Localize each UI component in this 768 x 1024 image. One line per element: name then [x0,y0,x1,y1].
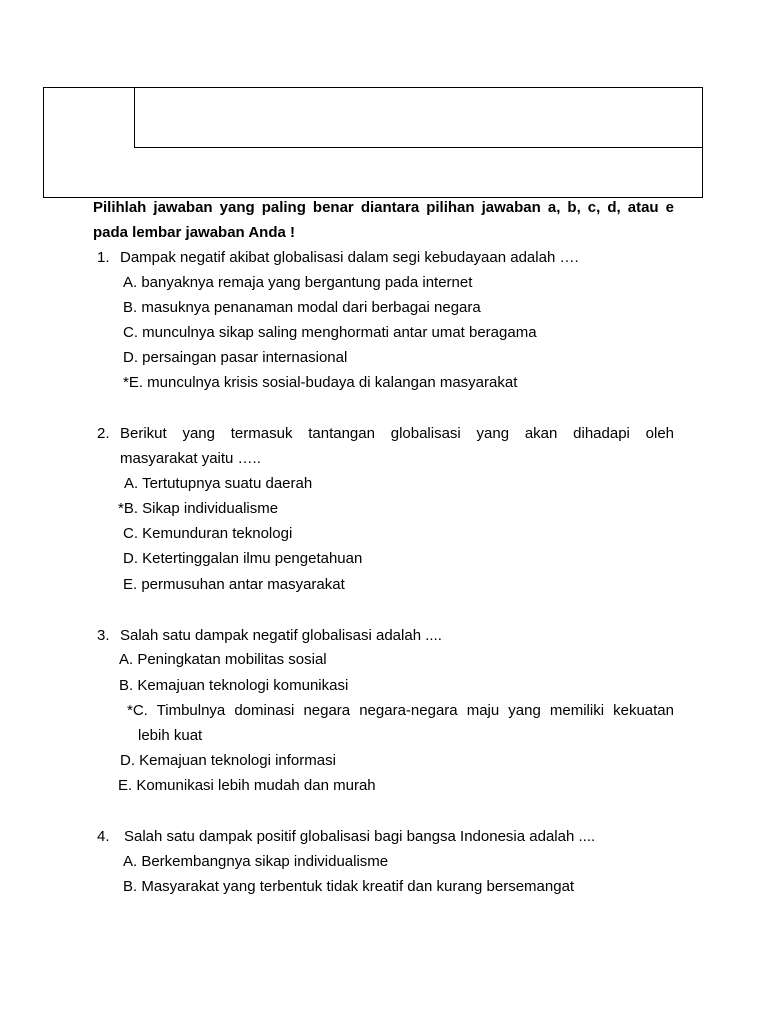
option-item: D. persaingan pasar internasional [123,349,348,366]
question-text: Salah satu dampak negatif globalisasi adalah .... [120,627,442,644]
question-text-line-2: masyarakat yaitu ….. [120,450,261,467]
option-item: B. masuknya penanaman modal dari berbagai negara [123,299,481,316]
option-item: C. munculnya sikap saling menghormati antar umat beragama [123,324,537,341]
option-item: A. Berkembangnya sikap individualisme [123,853,389,870]
question-number: 2. [97,425,110,442]
option-item-answer: *B. Sikap individualisme [118,500,279,517]
header-table [43,87,703,198]
option-item: A. banyaknya remaja yang bergantung pada internet [123,274,473,291]
option-item: D. Kemajuan teknologi informasi [120,752,336,769]
header-column-divider [134,88,135,148]
option-item-continuation: lebih kuat [138,727,203,744]
option-item: A. Peningkatan mobilitas sosial [119,651,327,668]
option-item: B. Kemajuan teknologi komunikasi [119,677,349,694]
option-item-answer: *C. Timbulnya dominasi negara negara-negara maju yang memiliki kekuatan [127,702,674,719]
option-item: C. Kemunduran teknologi [123,525,293,542]
option-item: D. Ketertinggalan ilmu pengetahuan [123,550,363,567]
option-item: B. Masyarakat yang terbentuk tidak kreatif dan kurang bersemangat [123,878,575,895]
option-item-answer: *E. munculnya krisis sosial-budaya di kalangan masyarakat [123,374,518,391]
question-number: 1. [97,249,110,266]
header-row-divider [134,147,702,148]
instruction-line-2: pada lembar jawaban Anda ! [93,224,295,241]
option-item: E. Komunikasi lebih mudah dan murah [118,777,376,794]
option-item: E. permusuhan antar masyarakat [123,576,345,593]
question-text-line-1: Berikut yang termasuk tantangan globalisasi yang akan dihadapi oleh [120,425,674,442]
option-item: A. Tertutupnya suatu daerah [124,475,313,492]
question-number: 4. [97,828,110,845]
question-number: 3. [97,627,110,644]
question-text: Salah satu dampak positif globalisasi bagi bangsa Indonesia adalah .... [124,828,596,845]
instruction-line-1: Pilihlah jawaban yang paling benar diantara pilihan jawaban a, b, c, d, atau e [93,199,674,216]
question-text: Dampak negatif akibat globalisasi dalam segi kebudayaan adalah …. [120,249,579,266]
